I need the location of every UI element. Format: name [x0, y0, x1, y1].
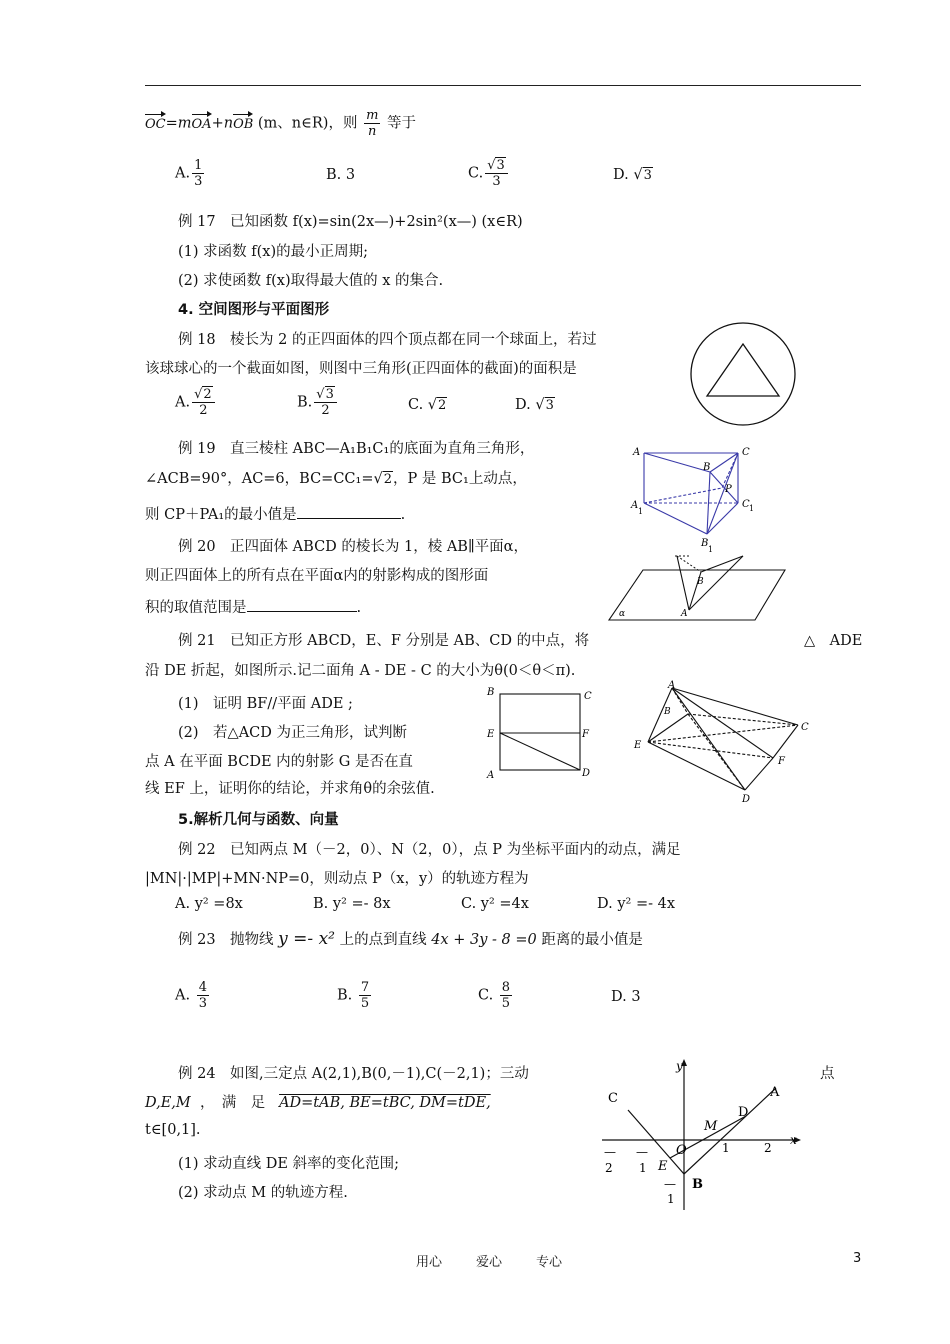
- svg-text:E: E: [658, 1159, 668, 1174]
- label-alpha: α: [619, 609, 626, 619]
- ex21-part1: (1) 证明 BF//平面 ADE ;: [178, 696, 353, 712]
- label-a1-sub: 1: [638, 507, 644, 516]
- ex18-line1: 例 18 棱长为 2 的正四面体的四个顶点都在同一个球面上，若过: [178, 332, 597, 348]
- triangle-shape: [707, 344, 779, 396]
- svg-text:—: —: [604, 1145, 616, 1159]
- ex22-line2: |MN|·|MP|+MN·NP=0，则动点 P（x，y）的轨迹方程为: [145, 871, 529, 887]
- svg-text:A: A: [487, 770, 495, 781]
- ex22-option-d: D. y² =- 4x: [597, 896, 676, 912]
- ex21-line2: 沿 DE 折起，如图所示.记二面角 A - DE - C 的大小为θ(0＜θ＜π).: [145, 663, 576, 679]
- ex17-part1: (1) 求函数 f(x)的最小正周期;: [178, 244, 369, 260]
- ex20-line2: 则正四面体上的所有点在平面α内的射影构成的图形面: [145, 568, 489, 584]
- label-c: C: [742, 447, 750, 458]
- vector-oc: OC: [145, 116, 166, 132]
- ex24-line3: t∈[0,1].: [145, 1122, 201, 1138]
- edge-c1b1: [707, 503, 738, 534]
- svg-text:D: D: [742, 794, 751, 805]
- svg-text:A: A: [668, 680, 676, 691]
- option-a: A. $\frac{1}{3}$: [175, 158, 203, 189]
- svg-text:1: 1: [667, 1192, 675, 1206]
- svg-text:F: F: [582, 729, 589, 740]
- ex21-line1: 例 21 已知正方形 ABCD，E、F 分别是 AB、CD 的中点，将: [178, 633, 590, 649]
- segment-ed: [500, 733, 580, 770]
- label-b1-sub: 1: [708, 545, 714, 554]
- ex20-line1: 例 20 正四面体 ABCD 的棱长为 1，棱 AB∥平面α，: [178, 539, 528, 555]
- svg-text:2: 2: [764, 1141, 772, 1155]
- page-number: 3: [853, 1251, 862, 1266]
- ex17-stem: 例 17 已知函数 f(x)=sin(2x—)+2sin²(x—) (x∈R): [178, 214, 523, 230]
- ex24-line1: 例 24 如图,三定点 A(2,1),B(0,－1),C(－2,1)；三动: [178, 1066, 529, 1082]
- ex19-prism-figure: [625, 440, 765, 558]
- svg-text:C: C: [584, 691, 592, 702]
- ex23-option-c: C. $\frac{8}{5}$: [478, 980, 511, 1011]
- svg-text:B: B: [692, 1177, 703, 1192]
- label-a: A: [681, 609, 688, 619]
- ex24-coordinate-figure: [598, 1058, 808, 1214]
- ex18-line2: 该球球心的一个截面如图，则图中三角形(正四面体的截面)的面积是: [145, 361, 577, 377]
- option-c: C. $\frac{√3}{3}$: [468, 158, 510, 189]
- ex18-sphere-section-figure: [688, 320, 800, 428]
- svg-text:E: E: [634, 740, 642, 751]
- svg-text:A: A: [770, 1085, 780, 1100]
- vector-oa: OA: [191, 116, 212, 132]
- vector-ob: OB: [233, 116, 254, 132]
- section-5-heading: 5.解析几何与函数、向量: [178, 812, 339, 828]
- label-b: B: [703, 462, 711, 473]
- label-a1: A: [631, 500, 639, 511]
- header-rule: [145, 85, 861, 86]
- line-cb: [628, 1110, 684, 1174]
- circle-shape: [691, 323, 795, 425]
- ex21-square-figure: [483, 684, 598, 784]
- ex21-part2-cont1: 点 A 在平面 BCDE 内的射影 G 是否在直: [145, 754, 413, 770]
- ex22-option-b: B. y² =- 8x: [313, 896, 391, 912]
- ex24-dian: 点: [820, 1066, 835, 1082]
- label-p: P: [725, 484, 732, 495]
- footer-aixin: 爱心: [476, 1255, 503, 1270]
- ex22-option-a: A. y² =8x: [175, 896, 243, 912]
- vector-equation-line: OC=mOA+nOB (m、n∈R)，则 $\frac{m}{n}$ 等于: [145, 108, 416, 139]
- ex21-part2: (2) 若△ACD 为正三角形，试判断: [178, 725, 407, 741]
- ex22-line1: 例 22 已知两点 M（－2，0）、N（2，0），点 P 为坐标平面内的动点，满足: [178, 842, 681, 858]
- svg-text:O: O: [676, 1143, 687, 1158]
- ex20-plane-figure: [605, 552, 790, 624]
- fraction-m-over-n: $\frac{m}{n}$: [366, 108, 379, 139]
- svg-text:1: 1: [722, 1141, 730, 1155]
- ex23-option-d: D. 3: [611, 989, 641, 1005]
- ex21-part2-cont2: 线 EF 上，证明你的结论，并求角θ的余弦值.: [145, 781, 435, 797]
- diag-bc1: [710, 472, 738, 503]
- svg-text:M: M: [704, 1119, 718, 1134]
- edge-a1b1: [644, 503, 707, 534]
- ex19-line3: 则 CP＋PA₁的最小值是 .: [145, 507, 406, 523]
- footer-yongxin: 用心: [416, 1255, 443, 1270]
- ex19-line1: 例 19 直三棱柱 ABC—A₁B₁C₁的底面为直角三角形，: [178, 441, 535, 457]
- svg-text:x: x: [790, 1133, 797, 1147]
- svg-text:C: C: [608, 1091, 618, 1106]
- ex23-line1: 例 23 抛物线 y =- x² 上的点到直线 4x + 3y - 8 =0 距离的最小值是: [178, 929, 643, 949]
- svg-text:1: 1: [639, 1161, 647, 1175]
- label-b1: B: [701, 538, 709, 549]
- svg-text:B: B: [487, 687, 495, 698]
- ex20-line3: 积的取值范围是 .: [145, 600, 362, 616]
- ex23-option-a: A. $\frac{4}{3}$: [175, 980, 207, 1011]
- ex17-part2: (2) 求使函数 f(x)取得最大值的 x 的集合.: [178, 273, 444, 289]
- label-c1: C: [742, 499, 750, 510]
- svg-text:F: F: [778, 756, 785, 767]
- square-abcd: [500, 694, 580, 770]
- ex21-triangle-ade: △ ADE: [804, 633, 863, 649]
- footer-zhuanxin: 专心: [536, 1255, 563, 1270]
- ex24-part2: (2) 求动点 M 的轨迹方程.: [178, 1185, 348, 1201]
- svg-text:y: y: [676, 1059, 683, 1073]
- svg-text:B: B: [664, 707, 671, 717]
- ex24-part1: (1) 求动直线 DE 斜率的变化范围;: [178, 1156, 399, 1172]
- svg-text:C: C: [801, 722, 809, 733]
- label-b: B: [697, 577, 704, 587]
- label-c1-sub: 1: [749, 504, 755, 513]
- ex24-line2: D,E,M ， 满 足 AD=tAB, BE=tBC, DM=tDE,: [145, 1095, 491, 1111]
- ex22-option-c: C. y² =4x: [461, 896, 529, 912]
- ex18-option-d: D. √3: [515, 397, 554, 413]
- ex23-option-b: B. $\frac{7}{5}$: [337, 980, 370, 1011]
- svg-text:D: D: [582, 768, 591, 779]
- edge-ab: [644, 453, 710, 472]
- section-4-heading: 4. 空间图形与平面图形: [178, 302, 330, 318]
- line-ba: [684, 1088, 776, 1174]
- answer-blank[interactable]: [247, 599, 357, 612]
- svg-text:D: D: [738, 1105, 749, 1120]
- ex18-option-a: A. $\frac{√2}{2}$: [175, 387, 217, 418]
- answer-blank[interactable]: [297, 506, 401, 519]
- svg-text:—: —: [636, 1145, 648, 1159]
- option-b: B. 3: [326, 167, 356, 183]
- svg-text:—: —: [664, 1177, 676, 1191]
- ex18-option-c: C. √2: [408, 397, 447, 413]
- svg-text:2: 2: [605, 1161, 613, 1175]
- seg-a1p: [644, 488, 722, 503]
- svg-text:E: E: [487, 729, 495, 740]
- label-a: A: [633, 447, 641, 458]
- ex19-line2: ∠ACB=90°，AC=6，BC=CC₁=√2，P 是 BC₁上动点，: [145, 471, 527, 487]
- diag-cb1: [707, 453, 738, 534]
- option-d: D. √3: [613, 167, 652, 183]
- ex21-folded-figure: [628, 680, 813, 808]
- ex18-option-b: B. $\frac{√3}{2}$: [297, 387, 339, 418]
